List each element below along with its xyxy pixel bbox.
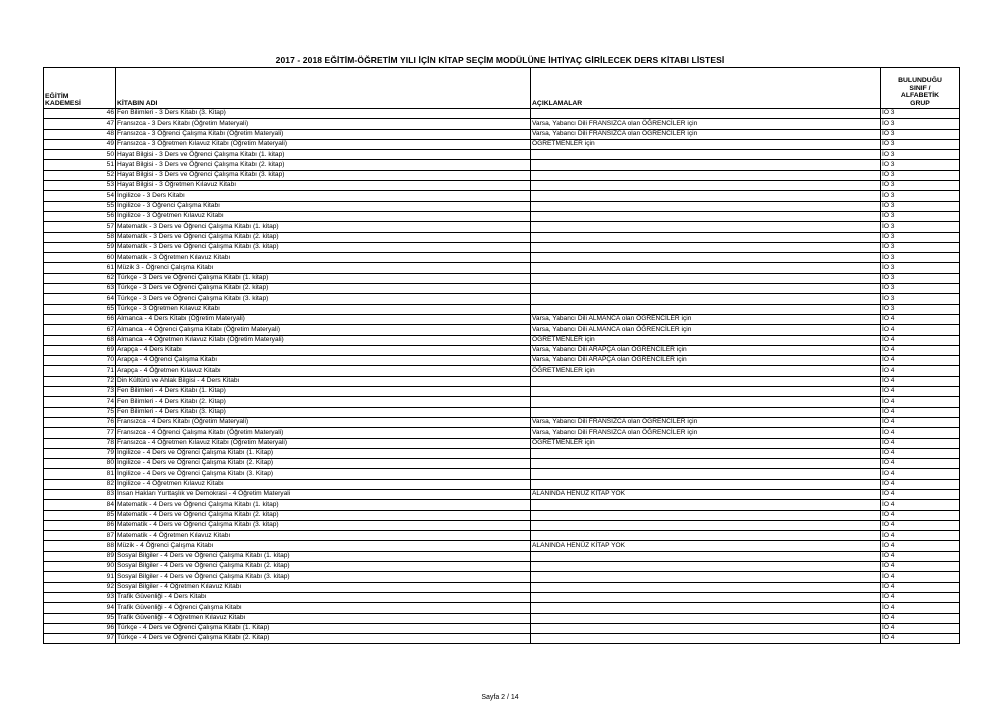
row-note: ÖĞRETMENLER için: [531, 139, 881, 149]
class-group: İO 4: [881, 479, 960, 489]
book-name: Matematik - 4 Ders ve Öğrenci Çalışma Kitabı (2. kitap): [116, 510, 531, 520]
row-note: [531, 531, 881, 541]
header-aciklamalar: AÇIKLAMALAR: [531, 68, 881, 109]
row-number: 79: [44, 448, 116, 458]
class-group: İO 3: [881, 232, 960, 242]
row-note: [531, 520, 881, 530]
book-name: Türkçe - 3 Ders ve Öğrenci Çalışma Kitabı (3. kitap): [116, 294, 531, 304]
row-note: ÖĞRETMENLER için: [531, 366, 881, 376]
row-note: [531, 582, 881, 592]
book-name: Almanca - 4 Öğretmen Kılavuz Kitabı (Öğretim Materyali): [116, 335, 531, 345]
row-number: 60: [44, 253, 116, 263]
class-group: İO 4: [881, 325, 960, 335]
page-number: Sayfa 2 / 14: [481, 694, 519, 701]
header-egitim-kademesi: [44, 68, 116, 109]
table-row: [44, 170, 960, 180]
class-group: İO 4: [881, 500, 960, 510]
row-number: 82: [44, 479, 116, 489]
book-name: İngilizce - 4 Ders ve Öğrenci Çalışma Kitabı (1. Kitap): [116, 448, 531, 458]
row-note: [531, 181, 881, 191]
row-note: [531, 109, 881, 119]
class-group: İO 3: [881, 294, 960, 304]
row-note: [531, 263, 881, 273]
class-group: İO 4: [881, 510, 960, 520]
row-note: Varsa, Yabancı Dili FRANSIZCA olan ÖĞRENCİLER için: [531, 129, 881, 139]
class-group: İO 4: [881, 613, 960, 623]
row-number: 80: [44, 459, 116, 469]
book-name: Matematik - 3 Ders ve Öğrenci Çalışma Kitabı (1. kitap): [116, 222, 531, 232]
table-row: [44, 623, 960, 633]
row-note: [531, 211, 881, 221]
class-group: İO 4: [881, 582, 960, 592]
table-row: [44, 572, 960, 582]
row-number: 62: [44, 273, 116, 283]
table-row: [44, 582, 960, 592]
class-group: İO 4: [881, 314, 960, 324]
row-note: ALANINDA HENÜZ KİTAP YOK: [531, 541, 881, 551]
table-header-row: [44, 68, 960, 109]
row-note: ALANINDA HENÜZ KİTAP YOK: [531, 489, 881, 499]
row-number: 61: [44, 263, 116, 273]
row-number: 88: [44, 541, 116, 551]
class-group: İO 3: [881, 191, 960, 201]
class-group: İO 4: [881, 397, 960, 407]
table-row: [44, 479, 960, 489]
row-note: ÖĞRETMENLER için: [531, 438, 881, 448]
row-number: 48: [44, 129, 116, 139]
class-group: İO 3: [881, 304, 960, 314]
row-number: 87: [44, 531, 116, 541]
table-row: [44, 345, 960, 355]
table-row: [44, 201, 960, 211]
row-note: [531, 613, 881, 623]
row-number: 66: [44, 314, 116, 324]
row-number: 70: [44, 356, 116, 366]
table-row: [44, 222, 960, 232]
row-note: Varsa, Yabancı Dili ALMANCA olan ÖĞRENCİLER için: [531, 325, 881, 335]
class-group: İO 3: [881, 181, 960, 191]
book-list-table: [43, 67, 960, 644]
header-grup-line2: SINIF /: [909, 84, 931, 92]
row-note: [531, 376, 881, 386]
row-note: [531, 170, 881, 180]
row-number: 73: [44, 387, 116, 397]
class-group: İO 4: [881, 448, 960, 458]
row-note: [531, 572, 881, 582]
class-group: İO 4: [881, 489, 960, 499]
row-note: [531, 253, 881, 263]
table-row: [44, 428, 960, 438]
row-note: [531, 407, 881, 417]
book-name: Almanca - 4 Ders Kitabı (Öğretim Materyali): [116, 314, 531, 324]
table-row: [44, 232, 960, 242]
row-number: 90: [44, 562, 116, 572]
table-row: [44, 634, 960, 644]
header-grup-line1: BULUNDUĞU: [898, 76, 942, 84]
table-row: [44, 191, 960, 201]
row-number: 91: [44, 572, 116, 582]
table-row: [44, 500, 960, 510]
book-name: Arapça - 4 Ders Kitabı: [116, 345, 531, 355]
book-name: Fransızca - 3 Öğretmen Kılavuz Kitabı (Öğretim Materyali): [116, 139, 531, 149]
row-note: [531, 448, 881, 458]
class-group: İO 4: [881, 407, 960, 417]
table-row: [44, 294, 960, 304]
row-number: 58: [44, 232, 116, 242]
book-name: Matematik - 3 Ders ve Öğrenci Çalışma Kitabı (2. kitap): [116, 232, 531, 242]
header-bulundugu-grup: [881, 68, 960, 109]
class-group: İO 4: [881, 551, 960, 561]
book-name: İngilizce - 4 Öğretmen Kılavuz Kitabı: [116, 479, 531, 489]
book-name: Matematik - 4 Ders ve Öğrenci Çalışma Kitabı (1. kitap): [116, 500, 531, 510]
table-row: [44, 613, 960, 623]
row-number: 49: [44, 139, 116, 149]
row-note: [531, 304, 881, 314]
table-row: [44, 263, 960, 273]
row-note: [531, 242, 881, 252]
table-row: [44, 150, 960, 160]
class-group: İO 4: [881, 366, 960, 376]
header-kademe-line1: EĞİTİM: [45, 93, 69, 101]
table-row: [44, 387, 960, 397]
row-note: [531, 191, 881, 201]
row-note: [531, 459, 881, 469]
table-row: [44, 284, 960, 294]
book-name: Almanca - 4 Öğrenci Çalışma Kitabı (Öğretim Materyali): [116, 325, 531, 335]
book-name: Sosyal Bilgiler - 4 Ders ve Öğrenci Çalışma Kitabı (2. kitap): [116, 562, 531, 572]
row-number: 75: [44, 407, 116, 417]
row-number: 94: [44, 603, 116, 613]
table-row: [44, 211, 960, 221]
class-group: İO 4: [881, 623, 960, 633]
book-name: İnsan Hakları Yurttaşlık ve Demokrasi - 4 Öğretim Materyali: [116, 489, 531, 499]
book-name: Matematik - 3 Öğretmen Kılavuz Kitabı: [116, 253, 531, 263]
table-row: [44, 551, 960, 561]
row-note: [531, 479, 881, 489]
row-note: Varsa, Yabancı Dili FRANSIZCA olan ÖĞRENCİLER için: [531, 119, 881, 129]
class-group: İO 4: [881, 345, 960, 355]
book-name: Türkçe - 3 Öğretmen Kılavuz Kitabı: [116, 304, 531, 314]
book-name: Sosyal Bilgiler - 4 Ders ve Öğrenci Çalışma Kitabı (3. kitap): [116, 572, 531, 582]
class-group: İO 4: [881, 356, 960, 366]
row-note: [531, 294, 881, 304]
book-name: Hayat Bilgisi - 3 Ders ve Öğrenci Çalışma Kitabı (2. kitap): [116, 160, 531, 170]
table-row: [44, 459, 960, 469]
row-note: Varsa, Yabancı Dili ARAPÇA olan ÖĞRENCİLER için: [531, 356, 881, 366]
row-note: [531, 510, 881, 520]
row-note: ÖĞRETMENLER için: [531, 335, 881, 345]
table-row: [44, 438, 960, 448]
table-row: [44, 603, 960, 613]
book-name: Hayat Bilgisi - 3 Ders ve Öğrenci Çalışma Kitabı (3. kitap): [116, 170, 531, 180]
class-group: İO 3: [881, 119, 960, 129]
book-name: Fransızca - 3 Ders Kitabı (Öğretim Materyali): [116, 119, 531, 129]
class-group: İO 4: [881, 469, 960, 479]
row-note: Varsa, Yabancı Dili FRANSIZCA olan ÖĞRENCİLER için: [531, 428, 881, 438]
table-row: [44, 335, 960, 345]
row-note: [531, 273, 881, 283]
table-row: [44, 376, 960, 386]
row-note: [531, 232, 881, 242]
row-number: 50: [44, 150, 116, 160]
table-row: [44, 397, 960, 407]
row-number: 67: [44, 325, 116, 335]
book-name: Türkçe - 3 Ders ve Öğrenci Çalışma Kitabı (2. kitap): [116, 284, 531, 294]
book-name: Sosyal Bilgiler - 4 Öğretmen Kılavuz Kitabı: [116, 582, 531, 592]
row-number: 85: [44, 510, 116, 520]
table-row: [44, 356, 960, 366]
row-note: [531, 150, 881, 160]
table-row: [44, 109, 960, 119]
row-number: 57: [44, 222, 116, 232]
header-grup-line3: ALFABETİK: [900, 92, 940, 100]
row-number: 93: [44, 592, 116, 602]
class-group: İO 4: [881, 562, 960, 572]
class-group: İO 4: [881, 387, 960, 397]
row-note: Varsa, Yabancı Dili ALMANCA olan ÖĞRENCİLER için: [531, 314, 881, 324]
class-group: İO 4: [881, 438, 960, 448]
book-name: Müzik - 4 Öğrenci Çalışma Kitabı: [116, 541, 531, 551]
book-name: Din Kültürü ve Ahlak Bilgisi - 4 Ders Kitabı: [116, 376, 531, 386]
book-name: İngilizce - 4 Ders ve Öğrenci Çalışma Kitabı (3. Kitap): [116, 469, 531, 479]
row-number: 76: [44, 417, 116, 427]
row-number: 92: [44, 582, 116, 592]
table-row: [44, 520, 960, 530]
book-name: Sosyal Bilgiler - 4 Ders ve Öğrenci Çalışma Kitabı (1. kitap): [116, 551, 531, 561]
row-number: 71: [44, 366, 116, 376]
row-number: 77: [44, 428, 116, 438]
book-name: Fen Bilimleri - 3 Ders Kitabı (3. Kitap): [116, 109, 531, 119]
book-name: Fransızca - 4 Öğretmen Kılavuz Kitabı (Öğretim Materyali): [116, 438, 531, 448]
class-group: İO 3: [881, 150, 960, 160]
table-row: [44, 469, 960, 479]
class-group: İO 4: [881, 376, 960, 386]
row-note: [531, 551, 881, 561]
row-number: 72: [44, 376, 116, 386]
table-row: [44, 562, 960, 572]
table-row: [44, 531, 960, 541]
row-number: 52: [44, 170, 116, 180]
class-group: İO 3: [881, 263, 960, 273]
book-name: Trafik Güvenliği - 4 Öğrenci Çalışma Kitabı: [116, 603, 531, 613]
row-number: 68: [44, 335, 116, 345]
table-row: [44, 510, 960, 520]
book-name: Matematik - 4 Ders ve Öğrenci Çalışma Kitabı (3. kitap): [116, 520, 531, 530]
row-number: 86: [44, 520, 116, 530]
row-note: Varsa, Yabancı Dili ARAPÇA olan ÖĞRENCİLER için: [531, 345, 881, 355]
row-number: 96: [44, 623, 116, 633]
class-group: İO 3: [881, 242, 960, 252]
row-note: [531, 562, 881, 572]
class-group: İO 3: [881, 222, 960, 232]
row-number: 63: [44, 284, 116, 294]
row-note: Varsa, Yabancı Dili FRANSIZCA olan ÖĞRENCİLER için: [531, 417, 881, 427]
row-note: [531, 603, 881, 613]
row-note: [531, 469, 881, 479]
row-number: 54: [44, 191, 116, 201]
class-group: İO 4: [881, 572, 960, 582]
row-number: 95: [44, 613, 116, 623]
row-number: 89: [44, 551, 116, 561]
book-name: Hayat Bilgisi - 3 Ders ve Öğrenci Çalışma Kitabı (1. kitap): [116, 150, 531, 160]
class-group: İO 4: [881, 592, 960, 602]
class-group: İO 4: [881, 335, 960, 345]
table-row: [44, 366, 960, 376]
row-note: [531, 500, 881, 510]
row-note: [531, 397, 881, 407]
book-name: Fransızca - 3 Öğrenci Çalışma Kitabı (Öğretim Materyali): [116, 129, 531, 139]
row-number: 46: [44, 109, 116, 119]
table-row: [44, 314, 960, 324]
book-name: Trafik Güvenliği - 4 Ders Kitabı: [116, 592, 531, 602]
row-note: [531, 160, 881, 170]
row-number: 53: [44, 181, 116, 191]
book-name: İngilizce - 3 Ders Kitabı: [116, 191, 531, 201]
table-row: [44, 489, 960, 499]
class-group: İO 4: [881, 417, 960, 427]
class-group: İO 3: [881, 109, 960, 119]
row-number: 56: [44, 211, 116, 221]
book-name: Trafik Güvenliği - 4 Öğretmen Kılavuz Kitabı: [116, 613, 531, 623]
book-name: Türkçe - 4 Ders ve Öğrenci Çalışma Kitabı (1. Kitap): [116, 623, 531, 633]
book-name: Fransızca - 4 Ders Kitabı (Öğretim Materyali): [116, 417, 531, 427]
row-number: 97: [44, 634, 116, 644]
table-row: [44, 181, 960, 191]
table-row: [44, 448, 960, 458]
table-row: [44, 592, 960, 602]
book-name: Fen Bilimleri - 4 Ders Kitabı (2. Kitap): [116, 397, 531, 407]
row-number: 47: [44, 119, 116, 129]
book-name: Fen Bilimleri - 4 Ders Kitabı (3. Kitap): [116, 407, 531, 417]
row-note: [531, 284, 881, 294]
class-group: İO 3: [881, 139, 960, 149]
row-note: [531, 387, 881, 397]
book-name: Fen Bilimleri - 4 Ders Kitabı (1. Kitap): [116, 387, 531, 397]
table-row: [44, 417, 960, 427]
class-group: İO 4: [881, 520, 960, 530]
class-group: İO 3: [881, 170, 960, 180]
row-number: 55: [44, 201, 116, 211]
book-name: Matematik - 4 Öğretmen Kılavuz Kitabı: [116, 531, 531, 541]
class-group: İO 4: [881, 531, 960, 541]
row-note: [531, 222, 881, 232]
book-name: Türkçe - 4 Ders ve Öğrenci Çalışma Kitabı (2. Kitap): [116, 634, 531, 644]
book-name: Türkçe - 3 Ders ve Öğrenci Çalışma Kitabı (1. kitap): [116, 273, 531, 283]
row-number: 78: [44, 438, 116, 448]
class-group: İO 3: [881, 253, 960, 263]
row-note: [531, 592, 881, 602]
class-group: İO 3: [881, 201, 960, 211]
row-number: 81: [44, 469, 116, 479]
class-group: İO 4: [881, 603, 960, 613]
table-row: [44, 129, 960, 139]
row-note: [531, 634, 881, 644]
book-name: İngilizce - 3 Öğretmen Kılavuz Kitabı: [116, 211, 531, 221]
table-row: [44, 541, 960, 551]
class-group: İO 3: [881, 211, 960, 221]
row-number: 83: [44, 489, 116, 499]
class-group: İO 3: [881, 129, 960, 139]
row-note: [531, 623, 881, 633]
table-row: [44, 160, 960, 170]
row-number: 59: [44, 242, 116, 252]
table-row: [44, 273, 960, 283]
row-number: 84: [44, 500, 116, 510]
book-name: Arapça - 4 Öğrenci Çalışma Kitabı: [116, 356, 531, 366]
book-name: Matematik - 3 Ders ve Öğrenci Çalışma Kitabı (3. kitap): [116, 242, 531, 252]
table-row: [44, 325, 960, 335]
class-group: İO 4: [881, 428, 960, 438]
class-group: İO 3: [881, 284, 960, 294]
table-row: [44, 139, 960, 149]
class-group: İO 4: [881, 459, 960, 469]
book-name: Fransızca - 4 Öğrenci Çalışma Kitabı (Öğretim Materyali): [116, 428, 531, 438]
row-note: [531, 201, 881, 211]
table-row: [44, 407, 960, 417]
row-number: 65: [44, 304, 116, 314]
table-row: [44, 119, 960, 129]
book-name: İngilizce - 4 Ders ve Öğrenci Çalışma Kitabı (2. Kitap): [116, 459, 531, 469]
book-name: Müzik 3 - Öğrenci Çalışma Kitabı: [116, 263, 531, 273]
row-number: 64: [44, 294, 116, 304]
row-number: 51: [44, 160, 116, 170]
header-grup-line4: GRUP: [910, 100, 930, 108]
table-row: [44, 304, 960, 314]
book-name: Hayat Bilgisi - 3 Öğretmen Kılavuz Kitabı: [116, 181, 531, 191]
book-name: İngilizce - 3 Öğrenci Çalışma Kitabı: [116, 201, 531, 211]
class-group: İO 3: [881, 273, 960, 283]
row-number: 74: [44, 397, 116, 407]
class-group: İO 4: [881, 634, 960, 644]
page-title: 2017 - 2018 EĞİTİM-ÖĞRETİM YILI İÇİN KİTAP SEÇİM MODÜLÜNE İHTİYAÇ GİRİLECEK DERS KİTABI LİSTESİ: [275, 55, 725, 65]
row-number: 69: [44, 345, 116, 355]
book-name: Arapça - 4 Öğretmen Kılavuz Kitabı: [116, 366, 531, 376]
header-kademe-line2: KADEMESİ: [45, 100, 81, 108]
table-row: [44, 253, 960, 263]
class-group: İO 4: [881, 541, 960, 551]
class-group: İO 3: [881, 160, 960, 170]
header-kitabin-adi: KİTABIN ADI: [116, 68, 531, 109]
table-row: [44, 242, 960, 252]
